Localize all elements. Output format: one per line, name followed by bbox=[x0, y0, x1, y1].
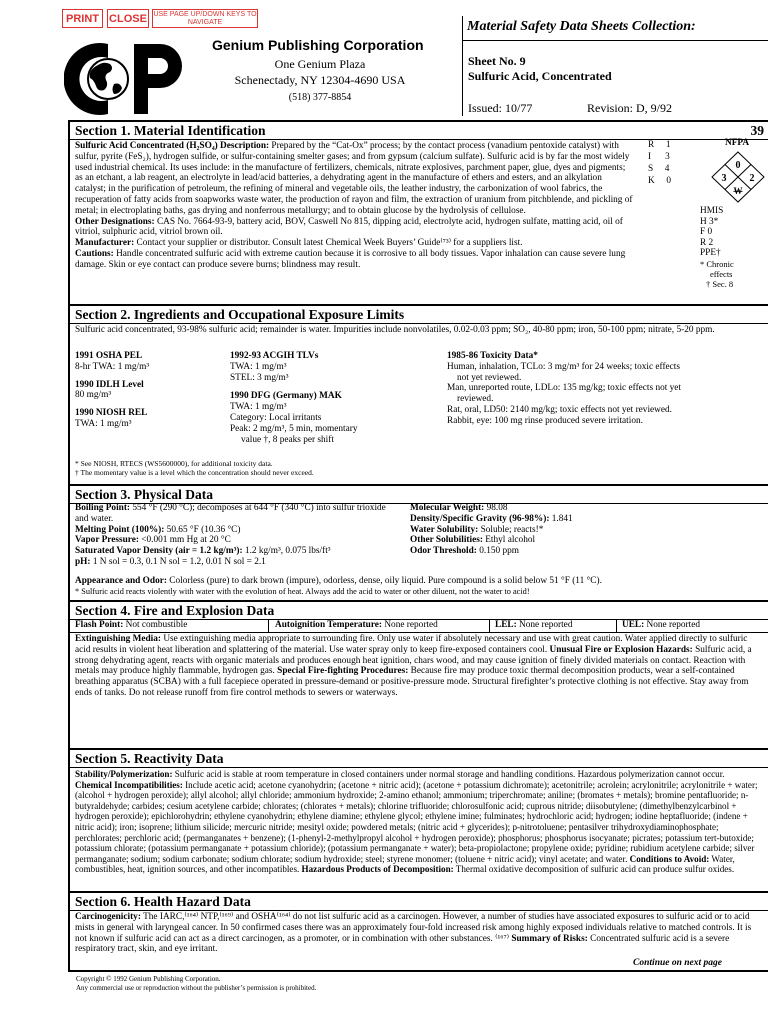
section-6-heading: Section 6. Health Hazard Data bbox=[70, 891, 768, 911]
collection-rule bbox=[463, 40, 768, 41]
nfpa-flammability: 3 bbox=[721, 173, 727, 184]
section-2-footnotes: * See NIOSH, RTECS (WS5600000), for additional toxicity data. † The momentary value is a level which the concentration should never exceed. bbox=[75, 459, 314, 477]
nfpa-special: W bbox=[733, 186, 743, 196]
address-line-2: Schenectady, NY 12304-4690 USA bbox=[234, 73, 406, 87]
section-3-heading: Section 3. Physical Data bbox=[70, 484, 768, 504]
publisher-address bbox=[200, 56, 440, 106]
sheet-name: Sulfuric Acid, Concentrated bbox=[468, 69, 612, 83]
section-1-heading: Section 1. Material Identification 39 bbox=[70, 120, 768, 140]
section-4-heading: Section 4. Fire and Explosion Data bbox=[70, 600, 768, 620]
issued-date: Issued: 10/77 bbox=[468, 101, 533, 115]
osha-limits: 1991 OSHA PEL 8-hr TWA: 1 mg/m³ 1990 IDLH Level 80 mg/m³ 1990 NIOSH REL TWA: 1 mg/m³ bbox=[75, 351, 150, 429]
appearance-odor: Appearance and Odor: Colorless (pure) to dark brown (impure), odorless, dense, oily liquid. Pure compound is a solid below 51 °F (11 °C). * Sulfuric acid reacts violently with water with the evolution of heat. Always add the acid to water or other diluent, not the water to acid! bbox=[75, 576, 602, 596]
section-3 bbox=[68, 484, 768, 600]
phone: (518) 377-8854 bbox=[288, 92, 352, 103]
nfpa-diamond bbox=[710, 150, 766, 204]
nfpa-reactivity: 2 bbox=[749, 173, 755, 184]
navigation-hint: USE PAGE UP/DOWN KEYS TO NAVIGATE bbox=[153, 11, 257, 26]
sheet-info bbox=[468, 54, 612, 84]
hmis-ratings: HMIS H 3* F 0 R 2 PPE† * Chronic effects † Sec. 8 bbox=[700, 206, 734, 289]
continue-note: Continue on next page bbox=[633, 958, 722, 969]
section-5-heading: Section 5. Reactivity Data bbox=[70, 748, 768, 768]
copyright-footer: Copyright © 1992 Genium Publishing Corporation. Any commercial use or reproduction without the publisher’s permission is prohibited. bbox=[76, 975, 317, 992]
section-4 bbox=[68, 600, 768, 748]
physical-data-left: Boiling Point: 554 °F (290 °C); decomposes at 644 °F (340 °C) into sulfur trioxide and water. Melting Point (100%): 50.65 °F (10.36 °C) Vapor Pressure: <0.001 mm Hg at 20 °C Saturated Vapor Density (air = 1.2 kg/m³): 1.2 kg/m³, 0.075 lbs/ft³ pH: 1 N sol = 0.3, 0.1 N sol = 1.2, 0.01 N sol = 2.1 bbox=[75, 503, 386, 567]
print-button[interactable]: PRINT bbox=[62, 9, 103, 28]
address-line-1: One Genium Plaza bbox=[274, 57, 366, 71]
acgih-dfg-limits: 1992-93 ACGIH TLVs TWA: 1 mg/m³ STEL: 3 mg/m³ 1990 DFG (Germany) MAK TWA: 1 mg/m³ Category: Local irritants Peak: 2 mg/m³, 5 min, momentary value †, 8 peaks per shift bbox=[230, 351, 358, 445]
revision: Revision: D, 9/92 bbox=[587, 101, 673, 115]
section-2-intro: Sulfuric acid concentrated, 93-98% sulfuric acid; remainder is water. Impurities include nonvolatiles, 0.02-0.03 ppm; SO₂, 40-80 ppm; iron, 50-100 ppm; nitrate, 5-20 ppm. bbox=[75, 325, 715, 335]
collection-title: Material Safety Data Sheets Collection: bbox=[467, 19, 696, 34]
section-4-body: Extinguishing Media: Use extinguishing media appropriate to surrounding fire. Only use water if absolutely necessary and use with great caution. Water applied directly to sulfuric acid results in violent heat liberation and splattering of the material. Use water spray only to keep fire-exposed containers cool. Unusual Fire or Explosion Hazards: Sulfuric acid, a strong dehydrating agent, reacts with organic materials and produces enough heat ignition, chars wood, and may cause ignition of finely divided materials on contact. Reaction with metals may produce highly flammable, hydrogen gas. Special Fire-fighting Procedures: Because fire may produce toxic thermal decomposition products, wear a self-contained breathing apparatus (SCBA) with a full facepiece operated in pressure-demand or positive-pressure mode. Structural firefighter’s protective clothing is not effective. Stay away from ends of tanks. Do not release runoff from fire control methods to sewers or waterways. bbox=[75, 634, 752, 698]
close-button[interactable]: CLOSE bbox=[107, 9, 149, 28]
section-1-body: Sulfuric Acid Concentrated (H₂SO₄) Description: Prepared by the “Cat-Ox” process; by the contact process (vanadium pentoxide catalyst) with sulfur, pyrite (FeS₂), hydrogen sulfide, or sulfur-containing smelter gases; and from gypsum (calcium sulfate). Sulfuric acid is by far the most widely used industrial chemical. Its uses include: in the manufacture of fertilizers, chemicals, nitrate explosives, parchment paper, glue, dyes and pigments; as an etchant, a lab reagent, an electrolyte in lead/acid batteries, a dehydrating agent in the manufacture of ethers and esters, and an alkylation catalyst; in the purification of petroleum, the refining of mineral and vegetable oils, the leather industry, the carbonization of wool fabrics, the recuperation of fatty acids from soapworks waste water, the production of rayon and film, the extraction of uranium from pitchblende, and pickling of metal; in electroplating baths, gas drying and nonferrous metallurgy; and to obtain glucose by the hydrolysis of cellulose. Other Designations: CAS No. 7664-93-9, battery acid, BOV, Caswell No 815, dipping acid, electrolyte acid, hydrogen sulfate, matting acid, oil of vitriol, sulphuric acid, vitriol brown oil. Manufacturer: Contact your supplier or distributor. Consult latest Chemical Week Buyers’ Guide⁽⁷³⁾ for a suppliers list. Cautions: Handle concentrated sulfuric acid with extreme caution because it is corrosive to all body tissues. Vapor inhalation can cause severe lung damage. Skin or eye contact can produce severe burns; blindness may result. bbox=[75, 141, 633, 270]
physical-data-right: Molecular Weight: 98.08 Density/Specific Gravity (96-98%): 1.841 Water Solubility: Soluble; reacts!* Other Solubilities: Ethyl alcohol Odor Threshold: 0.150 ppm bbox=[410, 503, 573, 557]
fire-data-row: Flash Point: Not combustible Autoignition Temperature: None reported LEL: None reported UEL: None reported bbox=[70, 620, 768, 633]
sheet-number: Sheet No. 9 bbox=[468, 54, 526, 68]
section-6-body: Carcinogenicity: The IARC,⁽¹⁶⁴⁾ NTP,⁽¹⁶⁹⁾ and OSHA⁽¹⁶⁴⁾ do not list sulfuric acid as a carcinogen. However, a number of studies have associated exposures to sulfuric acid or to acid mists in general with laryngeal cancer. In 50 confirmed cases there was an approximately four-fold increased risk among highly exposed individuals relative to matched controls. It is not known if sulfuric acid can act as a direct carcinogen, as a promoter, or in combination with other substances. ⁽¹⁶⁷⁾ Summary of Risks: Concentrated sulfuric acid is a severe respiratory tract, skin, and eye irritant. bbox=[75, 912, 752, 955]
section-2 bbox=[68, 304, 768, 484]
risk-ratings: R 1 I 3 S 4 K 0 bbox=[648, 140, 671, 186]
section-5-body: Stability/Polymerization: Sulfuric acid is stable at room temperature in closed containers under normal storage and handling conditions. Hazardous polymerization cannot occur. Chemical Incompatibilities: Include acetic acid; acetone cyanohydrin; (acetone + nitric acid); (acetone + potassium dichromate); acetonitrile; acrolein; acrylonitrile; acrylonitrile + water; (alcohol + hydrogen peroxide); allyl alcohol; allyl chloride; ammonium hydroxide; 2-amino ethanol; ammonium; triperchromate; aniline; (bromates + metals); bromine pentafluoride; n-butyraldehyde; carbides; cesium acetylene carbide; chlorates; (chlorates + metals); chlorine trifluoride; chlorosulfonic acid; cuprous nitride; diisobutylene; (dimethylbenzylcarbinol + hydrogen peroxide); epichlorohydrin; ethylene cyanohydrin; ethylene diamine; ethylene glycol; ethylene imine; fulminates; hydrochloric acid; hydrogen; iodine heptafluoride; (indene + nitric acid); iron; isoprene; lithium silicide; mercuric nitride; mesityl oxide; powdered metals; (nitric acid + glycerides); p-nitrotoluene; pentasilver trihydroxydiaminophosphate; perchlorates; perchloric acid; (permanganates + benzene); (1-phenyl-2-methylpropyl alcohol + hydrogen peroxide); phosphorus; phosphorus isocyanate; picrates; potassium tert-butoxide; potassium chlorate; (potassium permanganate + potassium chloride); (potassium permanganate + water); beta-propiolactone; propylene oxide; pyridine; rubidium acetylene carbide; silver permanganate; sodium; sodium carbonate; sodium chlorate; sodium hydroxide; steel; styrene monomer; (toluene + nitric acid); vinyl acetate; and water. Conditions to Avoid: Water, combustibles, heat, ignition sources, and other incompatibles. Hazardous Products of Decomposition: Thermal oxidative decomposition of sulfuric acid can produce sulfur oxides. bbox=[75, 769, 758, 875]
section-1 bbox=[68, 120, 768, 304]
nfpa-health: 0 bbox=[735, 160, 741, 171]
section-2-heading: Section 2. Ingredients and Occupational Exposure Limits bbox=[70, 304, 768, 324]
nfpa-label: NFPA bbox=[725, 138, 750, 148]
header-divider bbox=[462, 16, 463, 116]
genium-logo bbox=[64, 40, 194, 118]
toxicity-data: 1985-86 Toxicity Data* Human, inhalation, TCLo: 3 mg/m³ for 24 weeks; toxic effects not yet reviewed. Man, unreported route, LDLo: 135 mg/kg; toxic effects not yet reviewed. Rat, oral, LD50: 2140 mg/kg; toxic effects not yet reviewed. Rabbit, eye: 100 mg rinse produced severe irritation. bbox=[447, 351, 682, 426]
section-6 bbox=[68, 891, 768, 972]
sheet-page-number: 39 bbox=[750, 123, 764, 138]
section-5 bbox=[68, 748, 768, 891]
publisher-name: Genium Publishing Corporation bbox=[212, 37, 424, 53]
